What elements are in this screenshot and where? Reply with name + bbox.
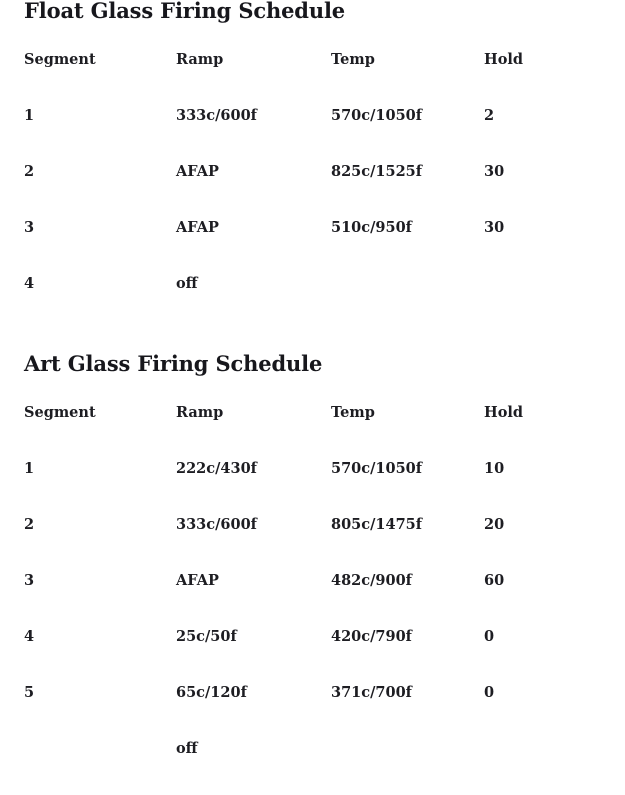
cell-hold	[484, 739, 601, 795]
section-art-glass	[24, 351, 601, 795]
cell-hold	[484, 274, 601, 330]
table-row	[24, 218, 601, 274]
table-float-glass-schedule	[24, 24, 601, 330]
cell-hold: 30	[484, 219, 505, 236]
table-body	[24, 106, 601, 330]
cell-ramp: AFAP	[176, 572, 219, 589]
cell-temp: 482c/900f	[331, 572, 412, 589]
cell-ramp: off	[176, 740, 198, 757]
cell-ramp: 333c/600f	[176, 516, 257, 533]
table-row	[24, 106, 601, 162]
cell-temp: 570c/1050f	[331, 107, 422, 124]
cell-segment: 4	[24, 628, 35, 645]
cell-temp: 371c/700f	[331, 684, 412, 701]
cell-hold: 10	[484, 460, 505, 477]
cell-hold: 2	[484, 107, 495, 124]
cell-ramp: 65c/120f	[176, 684, 247, 701]
column-header-segment: Segment	[24, 51, 96, 68]
cell-hold: 0	[484, 684, 495, 701]
cell-segment: 2	[24, 516, 35, 533]
table-row	[24, 459, 601, 515]
cell-temp: 805c/1475f	[331, 516, 422, 533]
cell-hold: 30	[484, 163, 505, 180]
cell-hold: 0	[484, 628, 495, 645]
table-row	[24, 162, 601, 218]
cell-segment: 1	[24, 460, 35, 477]
cell-ramp: AFAP	[176, 219, 219, 236]
table-row	[24, 571, 601, 627]
table-header	[24, 24, 601, 106]
cell-temp	[331, 739, 484, 795]
cell-ramp: 222c/430f	[176, 460, 257, 477]
table-row	[24, 683, 601, 739]
column-header-temp: Temp	[331, 404, 375, 421]
cell-temp: 510c/950f	[331, 219, 412, 236]
table-row	[24, 627, 601, 683]
column-header-ramp: Ramp	[176, 51, 224, 68]
cell-ramp: 25c/50f	[176, 628, 237, 645]
column-header-segment: Segment	[24, 404, 96, 421]
page-title-art-glass: Art Glass Firing Schedule	[24, 351, 323, 376]
table-body	[24, 459, 601, 795]
cell-ramp: AFAP	[176, 163, 219, 180]
table-header-row	[24, 377, 601, 459]
cell-segment: 3	[24, 219, 35, 236]
cell-temp: 825c/1525f	[331, 163, 422, 180]
column-header-temp: Temp	[331, 51, 375, 68]
section-float-glass	[24, 0, 601, 330]
cell-ramp: off	[176, 275, 198, 292]
cell-segment	[24, 739, 176, 795]
cell-segment: 5	[24, 684, 35, 701]
cell-ramp: 333c/600f	[176, 107, 257, 124]
cell-segment: 1	[24, 107, 35, 124]
cell-hold: 60	[484, 572, 505, 589]
table-header	[24, 377, 601, 459]
table-row	[24, 515, 601, 571]
column-header-hold: Hold	[484, 51, 524, 68]
cell-segment: 2	[24, 163, 35, 180]
column-header-ramp: Ramp	[176, 404, 224, 421]
table-header-row	[24, 24, 601, 106]
column-header-hold: Hold	[484, 404, 524, 421]
cell-temp	[331, 274, 484, 330]
cell-temp: 570c/1050f	[331, 460, 422, 477]
table-row	[24, 739, 601, 795]
cell-segment: 3	[24, 572, 35, 589]
table-row	[24, 274, 601, 330]
page-title-float-glass: Float Glass Firing Schedule	[24, 0, 345, 23]
table-art-glass-schedule	[24, 377, 601, 795]
cell-segment: 4	[24, 275, 35, 292]
cell-temp: 420c/790f	[331, 628, 412, 645]
cell-hold: 20	[484, 516, 505, 533]
